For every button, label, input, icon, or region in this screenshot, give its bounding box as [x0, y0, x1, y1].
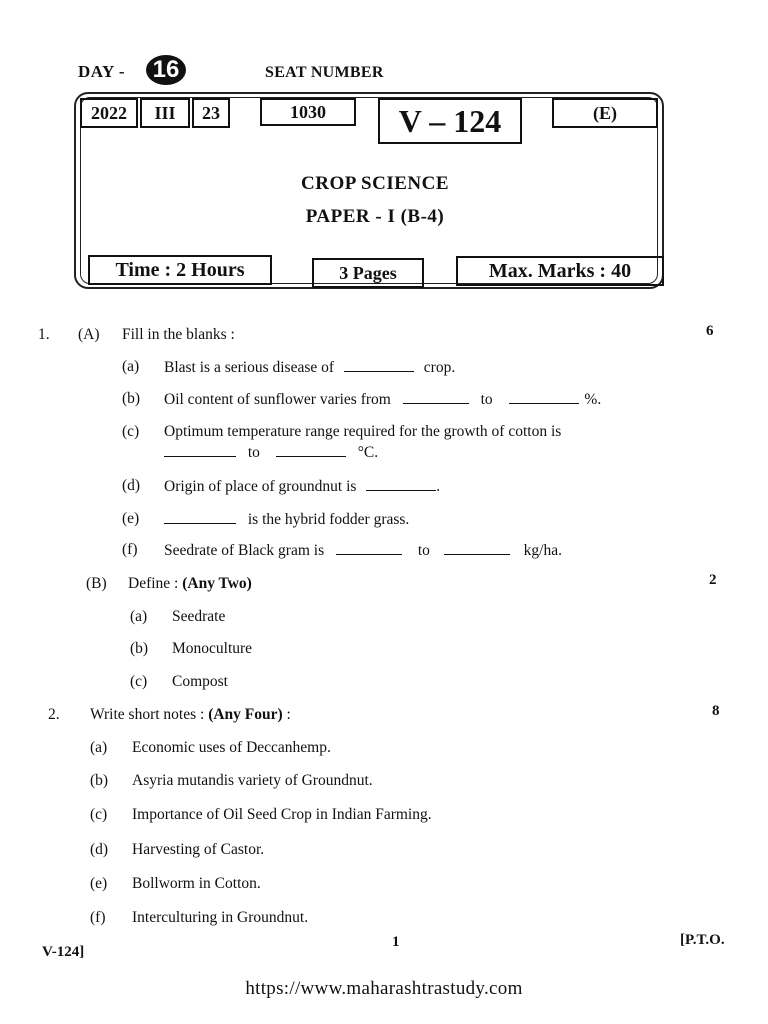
item-label: (a): [130, 608, 148, 625]
answer-blank: [509, 390, 579, 404]
website-url: https://www.maharashtrastudy.com: [245, 978, 523, 999]
marks-value: 6: [706, 323, 714, 339]
exam-year-cell: 2022: [80, 98, 138, 128]
question-number: 2.: [48, 706, 60, 723]
list-item: [164, 541, 562, 560]
item-text: kg/ha.: [523, 542, 562, 559]
item-label: (d): [122, 477, 141, 494]
item-text: Bollworm in Cotton.: [132, 875, 261, 892]
answer-blank: [164, 443, 236, 457]
instruction-text: Write short notes :: [90, 706, 205, 723]
item-label: (d): [90, 841, 109, 858]
item-text: Origin of place of groundnut is: [164, 478, 357, 495]
instruction-text: Define :: [128, 575, 179, 592]
item-text: °C.: [357, 444, 379, 461]
medium-cell: (E): [552, 98, 658, 128]
item-label: (b): [122, 390, 141, 407]
item-label: (b): [90, 772, 109, 789]
subject-code-cell: 1030: [260, 98, 356, 126]
item-text: Seedrate of Black gram is: [164, 542, 325, 559]
list-item: [164, 510, 409, 529]
item-text: Compost: [172, 673, 228, 690]
item-text: %.: [584, 391, 602, 408]
item-text: .: [436, 478, 441, 495]
item-text: crop.: [423, 359, 456, 376]
item-text: is the hybrid fodder grass.: [247, 511, 410, 528]
seat-number-label: SEAT NUMBER: [265, 64, 384, 81]
answer-blank: [276, 443, 346, 457]
exam-day-cell: 23: [192, 98, 230, 128]
item-text: to: [417, 542, 430, 559]
item-label: (f): [90, 909, 106, 926]
item-label: (a): [122, 358, 140, 375]
part-label: (A): [78, 326, 100, 343]
marks-value: 2: [709, 572, 717, 588]
pto-label: [P.T.O.: [680, 932, 725, 948]
item-text: Interculturing in Groundnut.: [132, 909, 309, 926]
item-label: (b): [130, 640, 149, 657]
item-label: (e): [122, 510, 140, 527]
day-number-badge: 16: [146, 55, 186, 85]
marks-value: 8: [712, 703, 720, 719]
answer-blank: [444, 541, 510, 555]
day-label: DAY -: [78, 62, 126, 81]
part-instruction: Fill in the blanks :: [122, 326, 235, 343]
time-cell: Time : 2 Hours: [88, 255, 272, 285]
item-text: to: [480, 391, 493, 408]
answer-blank: [336, 541, 402, 555]
item-label: (c): [90, 806, 108, 823]
item-text: to: [247, 444, 260, 461]
answer-blank: [344, 358, 414, 372]
question-number: 1.: [38, 326, 50, 343]
item-text: Optimum temperature range required for the growth of cotton is: [164, 423, 562, 440]
item-text: Importance of Oil Seed Crop in Indian Farming.: [132, 806, 432, 823]
paper-code-cell: V – 124: [378, 98, 522, 144]
item-label: (e): [90, 875, 108, 892]
part-instruction: [128, 575, 252, 593]
instruction-qualifier: (Any Two): [182, 575, 252, 592]
answer-blank: [366, 477, 436, 491]
item-text: Asyria mutandis variety of Groundnut.: [132, 772, 373, 789]
item-text: Harvesting of Castor.: [132, 841, 265, 858]
instruction-suffix: :: [286, 706, 291, 723]
list-item: [164, 443, 378, 462]
list-item: [164, 390, 601, 409]
list-item: [164, 477, 440, 496]
item-label: (f): [122, 541, 138, 558]
part-label: (B): [86, 575, 107, 592]
max-marks-cell: Max. Marks : 40: [456, 256, 664, 286]
paper-title: PAPER - I (B-4): [305, 206, 445, 227]
pages-cell: 3 Pages: [312, 258, 424, 288]
subject-title: CROP SCIENCE: [301, 173, 449, 194]
item-label: (c): [130, 673, 148, 690]
answer-blank: [164, 510, 236, 524]
item-label: (c): [122, 423, 140, 440]
item-label: (a): [90, 739, 108, 756]
list-item: [164, 358, 455, 377]
item-text: Seedrate: [172, 608, 226, 625]
footer-paper-code: V-124]: [42, 944, 85, 960]
page-number: 1: [392, 934, 400, 950]
instruction-qualifier: (Any Four): [208, 706, 283, 723]
exam-month-cell: III: [140, 98, 190, 128]
question-instruction: [90, 706, 291, 724]
item-text: Blast is a serious disease of: [164, 359, 335, 376]
item-text: Economic uses of Deccanhemp.: [132, 739, 331, 756]
item-text: Oil content of sunflower varies from: [164, 391, 391, 408]
item-text: Monoculture: [172, 640, 253, 657]
answer-blank: [403, 390, 469, 404]
